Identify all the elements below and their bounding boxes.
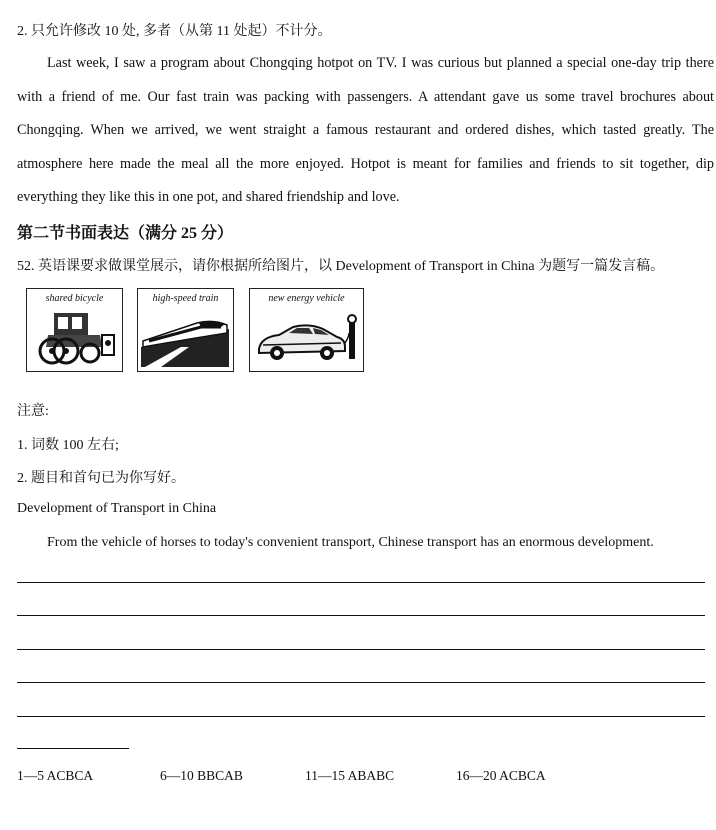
correction-passage-text: Last week, I saw a program about Chongqing hotpot on TV. I was curious but planned a special one-day trip there with a friend of me. Our fast train was packing with passengers. A attendant gave us some travel brochures about Chongqing. When we arrived, we went straight a famous restaurant and ordered dishes, which tasted greatly. The atmosphere here made the meal all the more enjoyed. Hotpot is meant for families and friends to sit together, dip everything they like this in one pot, and shared friendship and love.	[17, 55, 714, 205]
picture-shared-bicycle	[26, 288, 123, 372]
answer-group: 16—20 ACBCA	[456, 768, 546, 783]
essay-first-sentence: From the vehicle of horses to today's convenient transport, Chinese transport has an enormous development.	[47, 535, 654, 550]
writing-line[interactable]	[17, 582, 705, 583]
writing-line[interactable]	[17, 716, 705, 717]
writing-line-short[interactable]	[17, 748, 129, 749]
picture-caption: shared bicycle	[45, 293, 104, 304]
answer-group: 11—15 ABABC	[305, 768, 395, 783]
correction-instruction: 2. 只允许修改 10 处, 多者（从第 11 处起）不计分。	[17, 24, 332, 39]
picture-new-energy-vehicle	[249, 288, 364, 372]
task-prompt: 52. 英语课要求做课堂展示，请你根据所给图片，以 Development of Transport in China 为题写一篇发言稿。	[17, 259, 665, 274]
picture-caption: high-speed train	[152, 293, 219, 304]
essay-title: Development of Transport in China	[17, 501, 217, 516]
note-item: 2. 题目和首句已为你写好。	[17, 471, 185, 486]
picture-caption: new energy vehicle	[268, 293, 345, 304]
writing-line[interactable]	[17, 615, 705, 616]
correction-passage	[17, 47, 714, 215]
section-title: 第二节书面表达（满分 25 分）	[17, 225, 234, 242]
writing-line[interactable]	[17, 682, 705, 683]
answer-group: 6—10 BBCAB	[160, 768, 243, 783]
note-item: 1. 词数 100 左右;	[17, 438, 119, 453]
writing-line[interactable]	[17, 649, 705, 650]
notes-label: 注意:	[17, 404, 49, 419]
electric-car-icon	[253, 307, 359, 367]
vintage-carriage-icon	[30, 307, 118, 367]
picture-high-speed-train	[137, 288, 234, 372]
high-speed-train-icon	[141, 307, 229, 367]
answer-group: 1—5 ACBCA	[17, 768, 94, 783]
